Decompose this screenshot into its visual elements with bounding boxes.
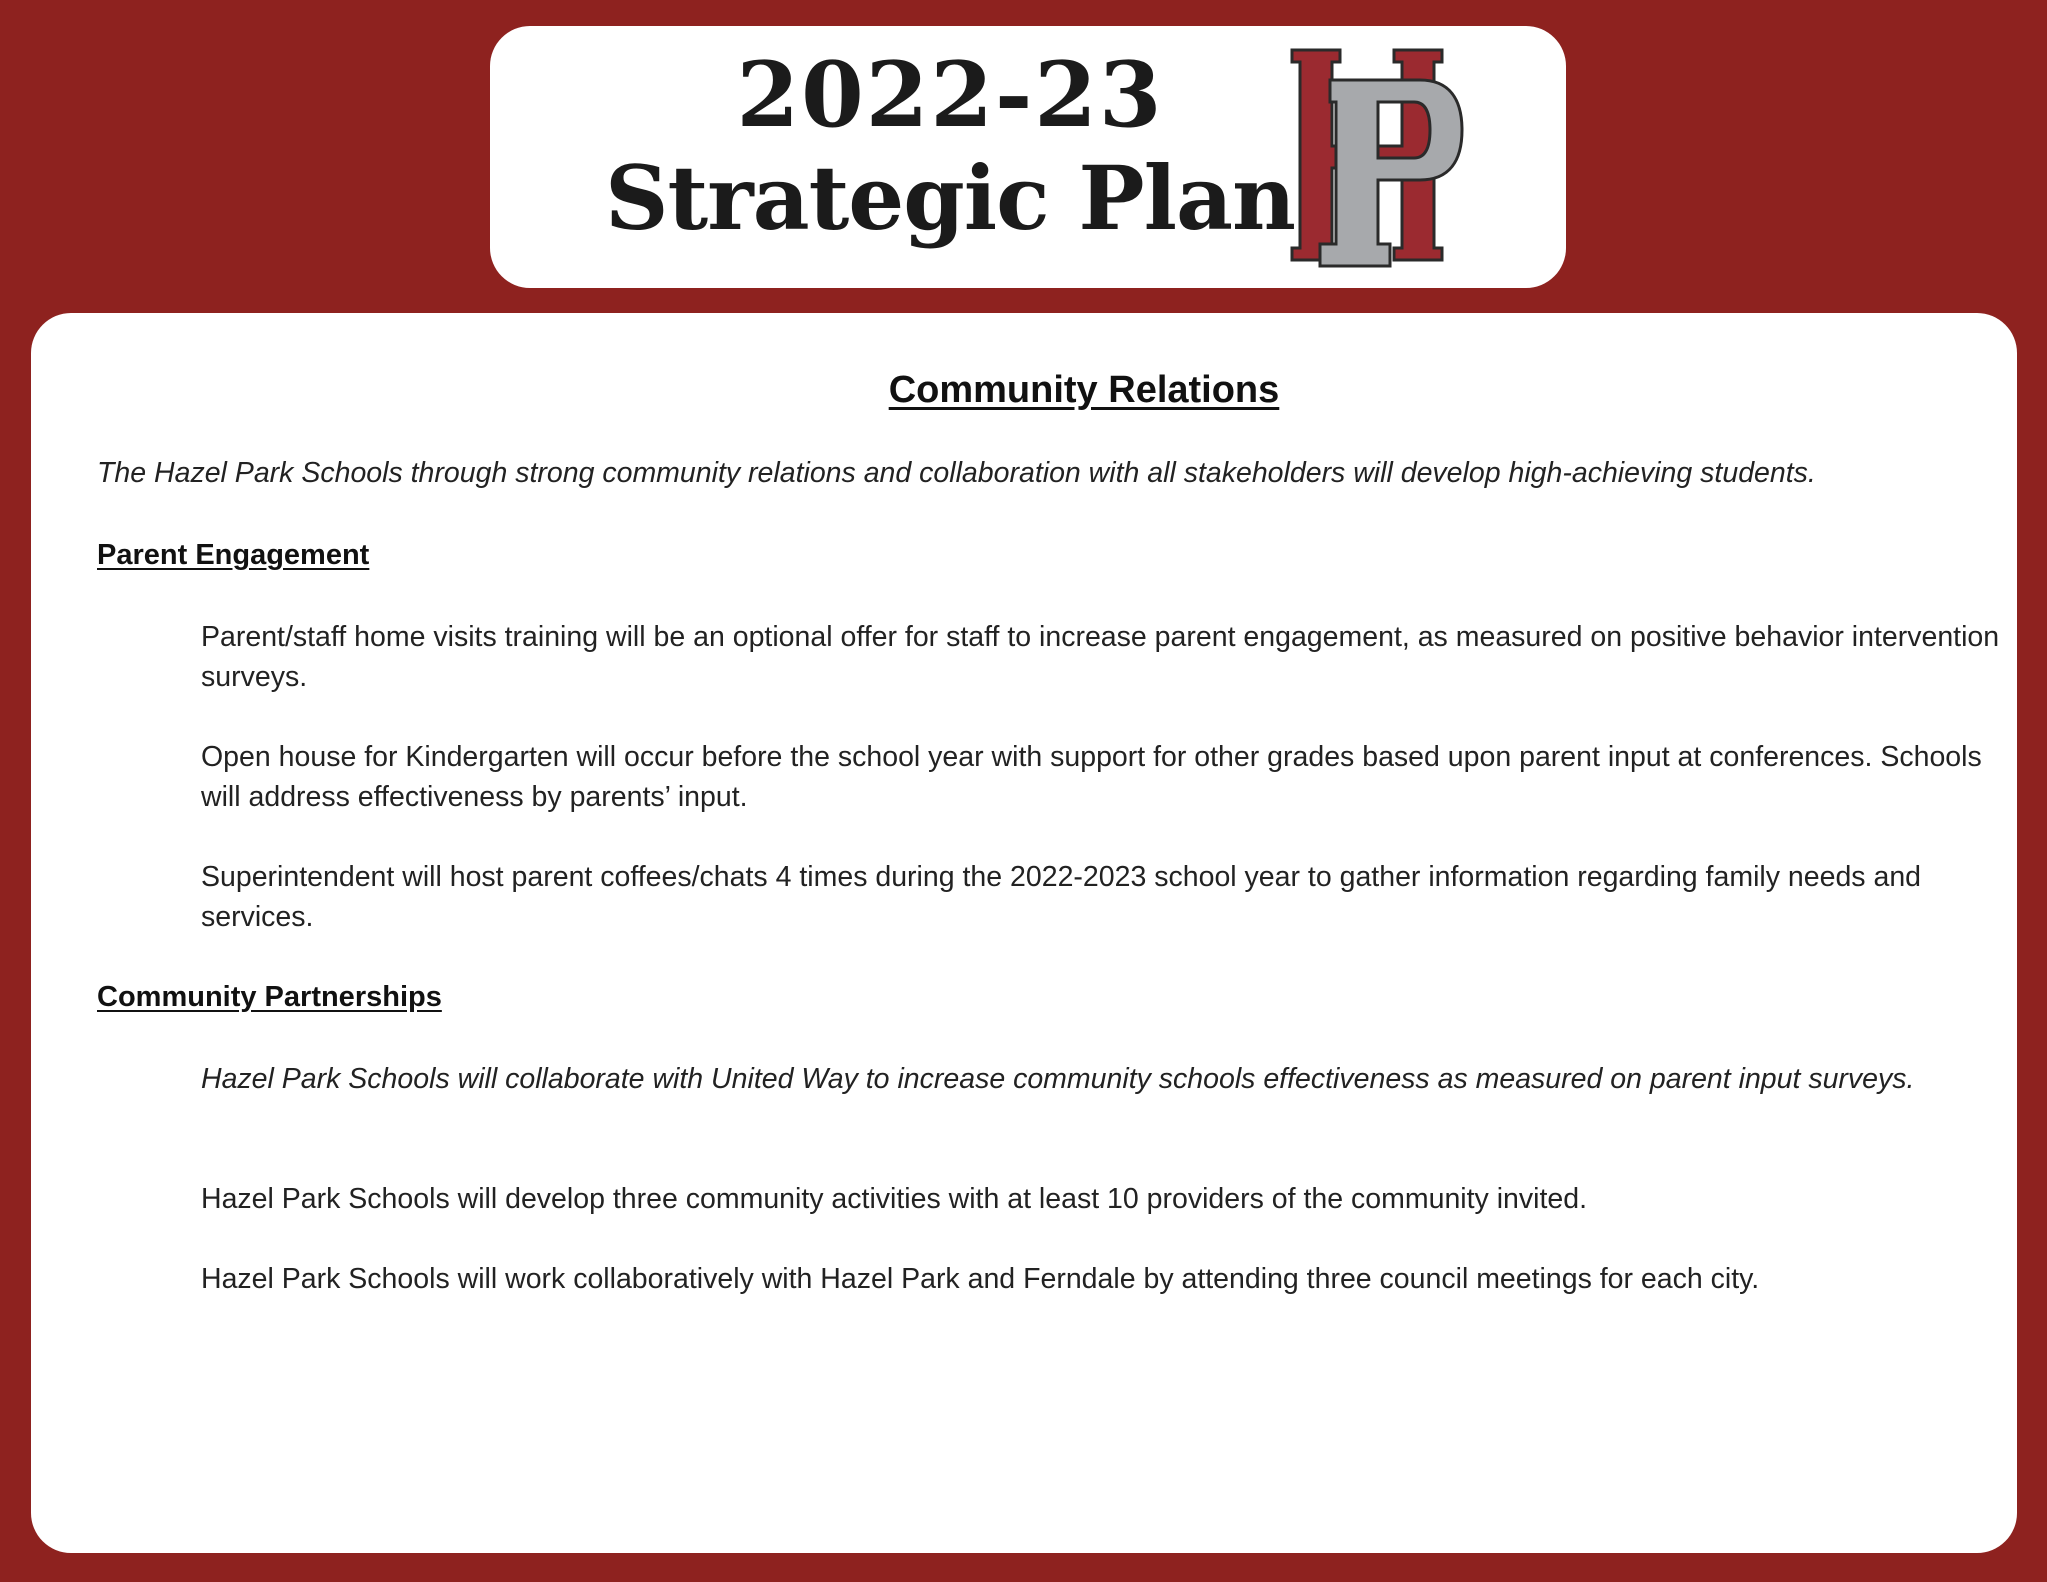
community-partnerships-heading: Community Partnerships	[97, 981, 442, 1013]
community-partnerships-item: Hazel Park Schools will work collaboratively with Hazel Park and Ferndale by attending three council meetings for each city.	[201, 1263, 1760, 1295]
page-title	[580, 42, 1320, 250]
logo-letter-p	[1320, 80, 1462, 266]
header-card	[490, 26, 1566, 288]
mission-statement: The Hazel Park Schools through strong community relations and collaboration with all stakeholders will develop high-achieving students.	[97, 457, 1816, 489]
content-card	[31, 313, 2017, 1553]
parent-engagement-item: Parent/staff home visits training will be an optional offer for staff to increase parent engagement, as measured on positive behavior intervention surveys.	[201, 621, 2000, 693]
parent-engagement-heading: Parent Engagement	[97, 539, 370, 571]
parent-engagement-item: Open house for Kindergarten will occur before the school year with support for other grades based upon parent input at conferences. Schools will address effectiveness by parents’ input.	[201, 741, 1982, 813]
parent-engagement-item: Superintendent will host parent coffees/chats 4 times during the 2022-2023 school year to gather information regarding family needs and services.	[201, 861, 1922, 933]
community-partnerships-item: Hazel Park Schools will collaborate with United Way to increase community schools effectiveness as measured on parent input surveys.	[201, 1063, 1915, 1095]
title-year: 2022-23	[736, 42, 1164, 148]
community-partnerships-item: Hazel Park Schools will develop three community activities with at least 10 providers of the community invited.	[201, 1183, 1588, 1215]
title-plan: Strategic Plan	[605, 146, 1295, 250]
hp-logo	[1290, 48, 1466, 270]
section-title: Community Relations	[888, 369, 1280, 411]
